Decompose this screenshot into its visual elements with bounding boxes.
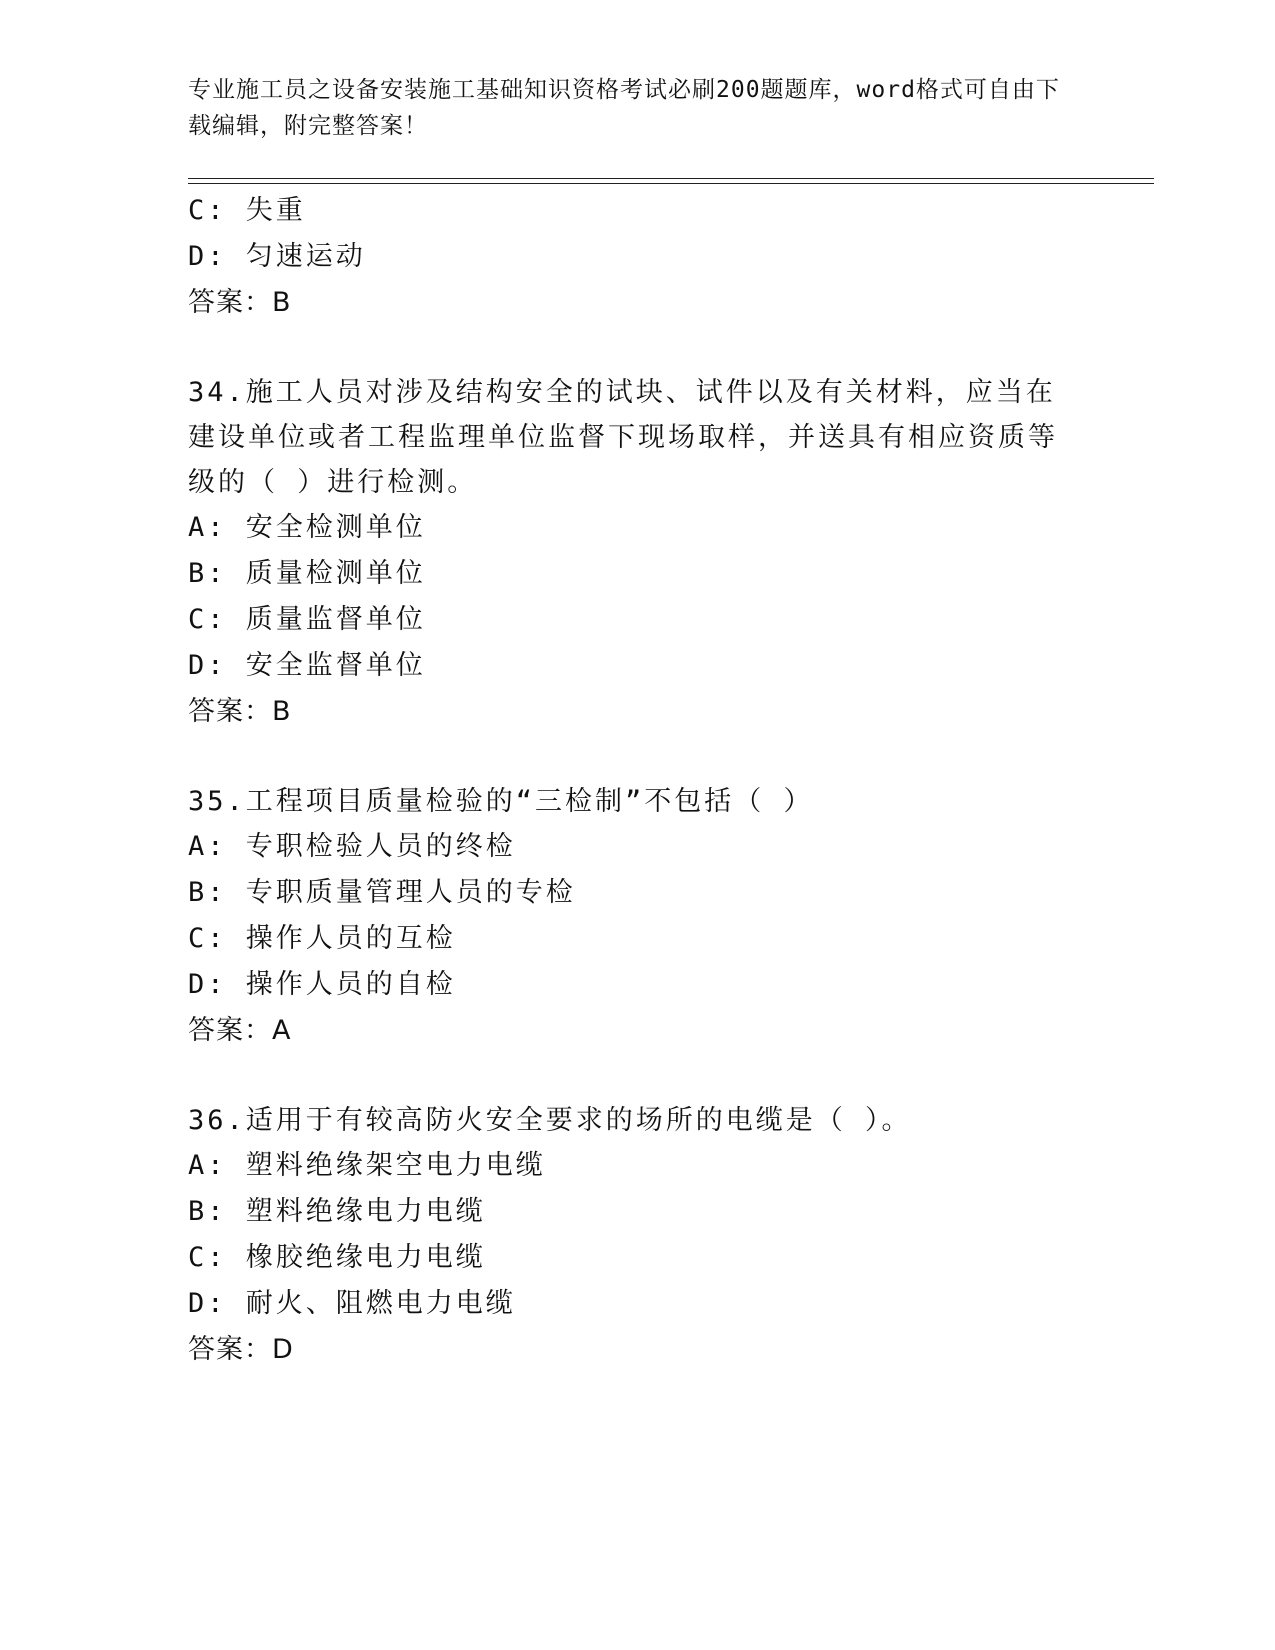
option-d: D: 安全监督单位 xyxy=(188,650,426,681)
option-b: B: 质量检测单位 xyxy=(188,558,426,589)
option-a: A: 安全检测单位 xyxy=(188,512,426,543)
answer-line: 答案：D xyxy=(188,1334,294,1365)
answer-line: 答案：A xyxy=(188,1015,292,1046)
document-content xyxy=(188,188,1088,1373)
option-c: C: 橡胶绝缘电力电缆 xyxy=(188,1242,486,1273)
option-c: C: 质量监督单位 xyxy=(188,604,426,635)
question-stem: 34.施工人员对涉及结构安全的试块、试件以及有关材料，应当在建设单位或者工程监理单位监督下现场取样，并送具有相应资质等级的（ ）进行检测。 xyxy=(188,377,1058,498)
document-header: 专业施工员之设备安装施工基础知识资格考试必刷200题题库，word格式可自由下载编辑，附完整答案！ xyxy=(188,77,1060,139)
answer-line: 答案：B xyxy=(188,287,292,318)
option-a: A: 塑料绝缘架空电力电缆 xyxy=(188,1150,546,1181)
header-rule-top xyxy=(188,178,1154,179)
option-b: B: 塑料绝缘电力电缆 xyxy=(188,1196,486,1227)
question-gap xyxy=(188,1054,1088,1098)
question-stem: 36.适用于有较高防火安全要求的场所的电缆是（ ）。 xyxy=(188,1105,912,1136)
question-33-continued xyxy=(188,188,1088,326)
answer-line: 答案：B xyxy=(188,696,292,727)
option-c: C: 失重 xyxy=(188,195,306,226)
header-rule-bottom xyxy=(188,183,1154,184)
question-stem: 35.工程项目质量检验的“三检制”不包括（ ） xyxy=(188,786,814,817)
question-36 xyxy=(188,1098,1088,1373)
option-a: A: 专职检验人员的终检 xyxy=(188,831,516,862)
question-gap xyxy=(188,326,1088,370)
option-d: D: 耐火、阻燃电力电缆 xyxy=(188,1288,516,1319)
question-gap xyxy=(188,735,1088,779)
question-34 xyxy=(188,370,1088,735)
option-b: B: 专职质量管理人员的专检 xyxy=(188,877,576,908)
option-c: C: 操作人员的互检 xyxy=(188,923,456,954)
option-d: D: 匀速运动 xyxy=(188,241,366,272)
question-35 xyxy=(188,779,1088,1054)
option-d: D: 操作人员的自检 xyxy=(188,969,456,1000)
